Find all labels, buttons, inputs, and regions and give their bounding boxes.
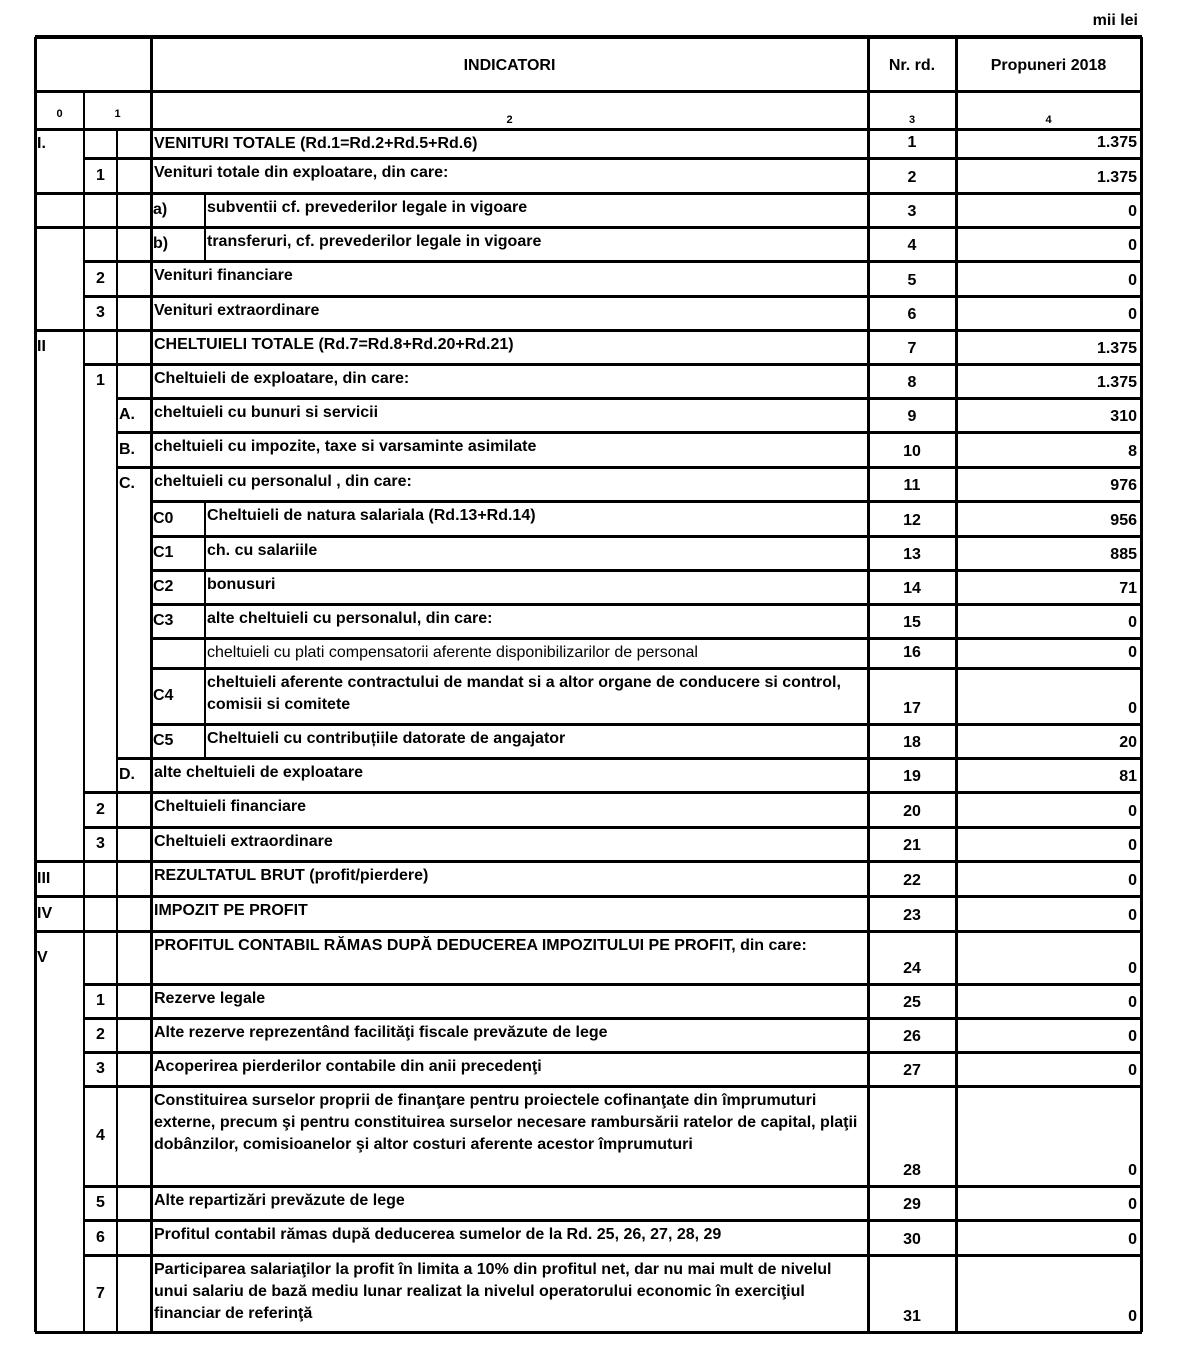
h-rule: [117, 466, 1142, 469]
header-indicatori: INDICATORI: [463, 57, 556, 74]
v-rule: [955, 37, 958, 1332]
h-rule: [84, 1219, 1142, 1222]
row-roman-numeral: V: [37, 948, 48, 966]
h-rule: [151, 723, 1142, 726]
h-rule: [84, 791, 1142, 794]
h-rule: [35, 226, 1142, 229]
row-subcode: C0: [153, 509, 174, 527]
h-rule: [151, 637, 1142, 640]
row-value: 0: [1128, 803, 1137, 820]
row-nr-rd: 7: [907, 340, 917, 357]
h-rule: [84, 983, 1142, 986]
h-rule: [117, 431, 1142, 434]
row-text: VENITURI TOTALE (Rd.1=Rd.2+Rd.5+Rd.6): [154, 135, 478, 152]
row-nr-rd: 13: [903, 546, 921, 563]
row-text: cheltuieli cu plati compensatorii aferente disponibilizarilor de personal: [207, 644, 698, 661]
row-nr-rd: 15: [903, 614, 921, 631]
row-value: 0: [1128, 272, 1137, 289]
h-rule: [35, 1331, 1142, 1334]
row-nr-rd: 12: [903, 512, 921, 529]
row-nr-rd: 2: [907, 169, 917, 186]
row-nr-rd: 29: [903, 1196, 921, 1213]
row-text: cheltuieli cu impozite, taxe si varsaminte asimilate: [154, 438, 537, 455]
v-rule: [204, 724, 206, 758]
row-value: 0: [1128, 700, 1137, 717]
row-subcode: C2: [153, 578, 174, 595]
row-nr-rd: 16: [903, 644, 921, 661]
row-value: 0: [1128, 614, 1137, 631]
h-rule: [35, 930, 1142, 933]
row-nr-rd: 1: [907, 134, 917, 151]
row-text: IMPOZIT PE PROFIT: [154, 902, 308, 919]
v-rule: [204, 638, 206, 668]
row-nr-rd: 10: [903, 443, 921, 460]
row-roman-numeral: III: [37, 869, 51, 887]
row-text: REZULTATUL BRUT (profit/pierdere): [154, 867, 429, 884]
col-number-1: 1: [114, 108, 121, 120]
row-text: Venituri totale din exploatare, din care:: [154, 164, 449, 181]
v-rule: [34, 37, 37, 1332]
row-text: PROFITUL CONTABIL RĂMAS DUPĂ DEDUCEREA IMPOZITULUI PE PROFIT, din care:: [154, 937, 807, 954]
h-rule: [151, 500, 1142, 503]
row-nr-rd: 26: [903, 1028, 921, 1045]
row-value: 0: [1128, 960, 1137, 977]
row-subcode: C1: [153, 544, 174, 561]
row-number: 2: [96, 1026, 105, 1043]
h-rule: [84, 1085, 1142, 1088]
row-nr-rd: 24: [903, 960, 921, 977]
h-rule: [84, 1051, 1142, 1054]
row-number: 2: [96, 800, 105, 818]
row-nr-rd: 14: [903, 580, 921, 597]
v-rule: [204, 570, 206, 604]
row-value: 0: [1128, 644, 1137, 661]
row-text: subventii cf. prevederilor legale in vigoare: [207, 199, 528, 216]
col-number-4: 4: [1045, 114, 1052, 126]
row-text: Cheltuieli financiare: [154, 798, 307, 815]
row-subcode: D.: [119, 766, 135, 783]
row-text: Venituri extraordinare: [154, 302, 320, 319]
row-value: 0: [1128, 237, 1137, 254]
row-value: 71: [1119, 580, 1137, 597]
v-rule: [204, 536, 206, 570]
row-value: 0: [1128, 872, 1137, 889]
row-number: 4: [96, 1127, 105, 1144]
row-value: 0: [1128, 203, 1137, 220]
header-propuneri: Propuneri 2018: [990, 57, 1107, 74]
row-nr-rd: 21: [903, 837, 921, 854]
row-value: 8: [1128, 443, 1137, 460]
row-text: Cheltuieli cu contribuțiile datorate de angajator: [207, 730, 566, 747]
row-text: Cheltuieli de natura salariala (Rd.13+Rd.14): [207, 507, 536, 524]
row-nr-rd: 6: [907, 306, 917, 323]
row-value: 1.375: [1096, 340, 1137, 357]
h-rule: [84, 260, 1142, 263]
v-rule: [204, 668, 206, 724]
h-rule: [84, 1017, 1142, 1020]
row-roman-numeral: I.: [37, 134, 46, 152]
row-text: transferuri, cf. prevederilor legale in vigoare: [207, 233, 542, 250]
h-rule: [84, 295, 1142, 298]
row-subcode: A.: [119, 406, 135, 423]
h-rule: [35, 860, 1142, 863]
row-value: 0: [1128, 837, 1137, 854]
row-value: 0: [1128, 907, 1137, 924]
row-nr-rd: 9: [907, 408, 917, 425]
row-value: 310: [1110, 408, 1137, 425]
row-value: 885: [1110, 546, 1137, 563]
row-text: cheltuieli cu bunuri si servicii: [154, 404, 379, 421]
h-rule: [84, 1254, 1142, 1257]
header-nr-rd: Nr. rd.: [888, 57, 936, 74]
h-rule: [35, 895, 1142, 898]
row-nr-rd: 4: [907, 237, 917, 254]
h-rule: [84, 363, 1142, 366]
unit-label: mii lei: [1092, 12, 1138, 29]
h-rule: [35, 192, 1142, 195]
row-text: Alte repartizări prevăzute de lege: [154, 1192, 405, 1209]
row-subcode: a): [153, 201, 168, 218]
row-text: alte cheltuieli de exploatare: [154, 764, 363, 781]
row-text: CHELTUIELI TOTALE (Rd.7=Rd.8+Rd.20+Rd.21): [154, 336, 514, 353]
row-text: Cheltuieli extraordinare: [154, 833, 333, 850]
row-value: 956: [1110, 512, 1137, 529]
row-subcode: C4: [153, 687, 174, 704]
row-nr-rd: 20: [903, 803, 921, 820]
h-rule: [151, 535, 1142, 538]
row-roman-numeral: IV: [37, 904, 53, 922]
row-value: 1.375: [1096, 169, 1137, 186]
row-text: bonusuri: [207, 576, 276, 593]
row-number: 3: [96, 1060, 105, 1077]
row-nr-rd: 11: [903, 477, 921, 494]
h-rule: [35, 329, 1142, 332]
row-value: 0: [1128, 1196, 1137, 1213]
row-number: 1: [96, 992, 105, 1009]
row-nr-rd: 17: [903, 700, 921, 717]
row-roman-numeral: II: [37, 338, 46, 355]
row-text: cheltuieli aferente contractului de mandat si a altor organe de conducere si control, comisii si comitete: [207, 674, 841, 713]
col-number-3: 3: [908, 114, 916, 126]
h-rule: [84, 1185, 1142, 1188]
row-text: Rezerve legale: [154, 990, 266, 1007]
v-rule: [204, 501, 206, 536]
row-number: 3: [96, 304, 105, 321]
v-rule: [867, 37, 870, 1332]
row-text: Constituirea surselor proprii de finanţare pentru proiectele cofinanţate din împrumuturi externe, precum şi pentru constituirea surselor necesare rambursării ratelor de capital, plaţii dobânzilor, comisioanelor şi altor costuri aferente acestor împrumuturi: [154, 1092, 858, 1153]
row-value: 0: [1128, 1308, 1137, 1325]
row-text: Cheltuieli de exploatare, din care:: [154, 370, 410, 387]
v-rule: [204, 604, 206, 638]
v-rule: [1140, 37, 1143, 1332]
row-text: Venituri financiare: [154, 267, 293, 284]
row-value: 0: [1128, 1028, 1137, 1045]
h-rule: [35, 90, 1142, 93]
row-nr-rd: 22: [903, 872, 921, 889]
row-number: 1: [96, 372, 105, 389]
h-rule: [35, 35, 1142, 39]
row-nr-rd: 8: [907, 374, 917, 391]
row-number: 5: [96, 1194, 105, 1211]
v-rule: [204, 227, 206, 261]
row-nr-rd: 5: [907, 272, 917, 289]
row-nr-rd: 28: [903, 1162, 921, 1179]
col-number-0: 0: [56, 108, 63, 120]
row-value: 0: [1128, 1062, 1137, 1079]
row-text: cheltuieli cu personalul , din care:: [154, 473, 412, 490]
h-rule: [84, 157, 1142, 160]
row-nr-rd: 19: [903, 768, 921, 785]
row-nr-rd: 31: [903, 1308, 921, 1325]
row-text: Acoperirea pierderilor contabile din anii precedenţi: [154, 1058, 542, 1075]
h-rule: [151, 603, 1142, 606]
row-value: 0: [1128, 994, 1137, 1011]
row-subcode: C3: [153, 612, 174, 629]
row-number: 7: [96, 1284, 105, 1302]
row-value: 1.375: [1096, 374, 1137, 391]
row-value: 0: [1128, 1162, 1137, 1179]
row-nr-rd: 25: [903, 994, 921, 1011]
row-subcode: C.: [119, 475, 135, 492]
h-rule: [117, 397, 1142, 400]
row-nr-rd: 23: [903, 907, 921, 924]
row-value: 81: [1119, 768, 1137, 785]
row-nr-rd: 3: [907, 203, 917, 220]
row-nr-rd: 30: [903, 1231, 921, 1248]
row-nr-rd: 27: [903, 1062, 921, 1079]
h-rule: [151, 667, 1142, 670]
row-value: 20: [1119, 734, 1137, 751]
h-rule: [84, 826, 1142, 829]
row-number: 1: [96, 166, 105, 184]
row-text: Alte rezerve reprezentând facilităţi fiscale prevăzute de lege: [154, 1024, 608, 1041]
h-rule: [117, 757, 1142, 760]
row-number: 2: [96, 269, 105, 287]
h-rule: [151, 569, 1142, 572]
row-subcode: b): [153, 235, 169, 252]
row-number: 3: [96, 835, 105, 852]
row-value: 0: [1128, 306, 1137, 323]
row-text: Participarea salariaţilor la profit în limita a 10% din profitul net, dar nu mai mult de nivelul unui salariu de bază mediu lunar realizat la nivelul operatorului economic în exerciţiul financiar de referinţă: [154, 1261, 832, 1322]
row-value: 0: [1128, 1231, 1137, 1248]
row-text: alte cheltuieli cu personalul, din care:: [207, 610, 493, 627]
row-value: 1.375: [1096, 134, 1137, 151]
v-rule: [204, 193, 206, 227]
row-text: Profitul contabil rămas după deducerea sumelor de la Rd. 25, 26, 27, 28, 29: [154, 1226, 722, 1243]
col-number-2: 2: [506, 114, 513, 126]
row-number: 6: [96, 1228, 105, 1246]
row-text: ch. cu salariile: [207, 542, 318, 559]
row-subcode: B.: [119, 440, 135, 458]
row-value: 976: [1110, 477, 1137, 494]
row-subcode: C5: [153, 732, 174, 749]
row-nr-rd: 18: [903, 734, 921, 751]
